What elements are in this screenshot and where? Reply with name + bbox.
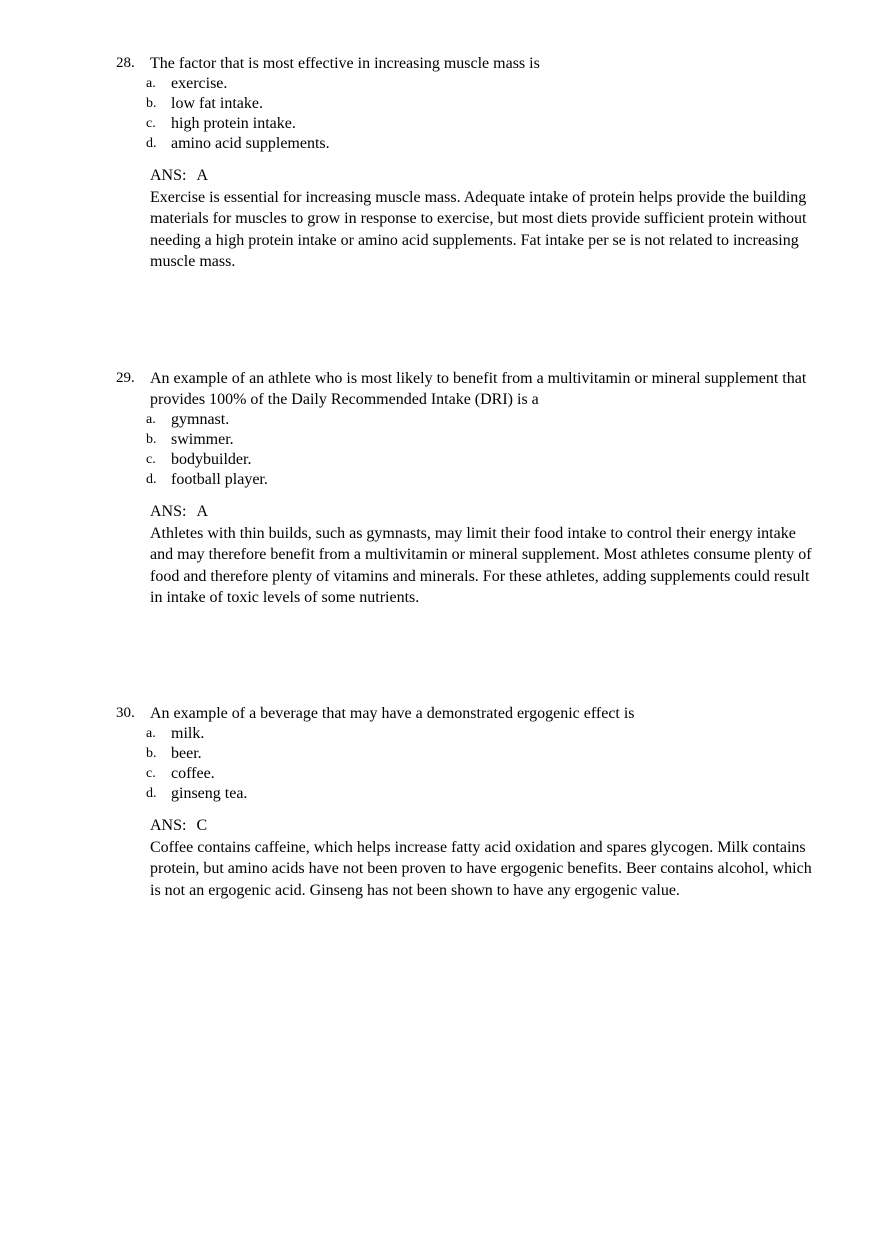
choice-letter: d. <box>146 472 157 487</box>
choice-d <box>146 134 816 154</box>
choice-text: exercise. <box>171 75 228 92</box>
choice-d <box>146 784 816 804</box>
answer-label: ANS: <box>150 817 187 834</box>
choice-a <box>146 74 816 94</box>
choice-letter: a. <box>146 76 156 91</box>
choice-text: milk. <box>171 725 205 742</box>
choice-text: amino acid supplements. <box>171 135 330 152</box>
choice-list <box>116 410 816 490</box>
choice-letter: d. <box>146 786 157 801</box>
answer-label: ANS: <box>150 503 187 520</box>
choice-c <box>146 114 816 134</box>
choice-c <box>146 764 816 784</box>
rationale-text: Exercise is essential for increasing muscle mass. Adequate intake of protein helps provide the building materials for muscles to grow in response to exercise, but most diets provide sufficient protein without needing a high protein intake or amino acid supplements. Fat intake per se is not related to increasing muscle mass. <box>150 188 807 270</box>
rationale-text: Athletes with thin builds, such as gymnasts, may limit their food intake to control their energy intake and may therefore benefit from a multivitamin or mineral supplement. Most athletes consume plenty of food and therefore plenty of vitamins and minerals. For these athletes, adding supplements could result in intake of toxic levels of some nutrients. <box>150 524 812 606</box>
answer-key <box>150 501 816 523</box>
answer-block <box>150 815 816 901</box>
choice-letter: c. <box>146 452 156 467</box>
answer-label: ANS: <box>150 167 187 184</box>
choice-b <box>146 94 816 114</box>
question-stem <box>116 53 816 74</box>
answer-key <box>150 815 816 837</box>
choice-letter: a. <box>146 726 156 741</box>
rationale-text: Coffee contains caffeine, which helps increase fatty acid oxidation and spares glycogen. Milk contains protein, but amino acids have not been proven to have ergogenic benefits. Beer contains alcohol, which is not an ergogenic acid. Ginseng has not been shown to have any ergogenic value. <box>150 838 812 899</box>
choice-a <box>146 724 816 744</box>
choice-letter: d. <box>146 136 157 151</box>
question-28 <box>116 53 816 273</box>
choice-b <box>146 430 816 450</box>
choice-c <box>146 450 816 470</box>
choice-text: ginseng tea. <box>171 785 248 802</box>
question-number: 28. <box>116 55 135 71</box>
question-text: An example of an athlete who is most likely to benefit from a multivitamin or mineral supplement that provides 100% of the Daily Recommended Intake (DRI) is a <box>150 370 807 408</box>
choice-text: low fat intake. <box>171 95 263 112</box>
question-30 <box>116 703 816 901</box>
question-29 <box>116 368 816 609</box>
choice-letter: a. <box>146 412 156 427</box>
answer-value: C <box>196 817 208 834</box>
choice-text: swimmer. <box>171 431 234 448</box>
choice-d <box>146 470 816 490</box>
choice-text: gymnast. <box>171 411 230 428</box>
choice-text: bodybuilder. <box>171 451 252 468</box>
choice-list <box>116 74 816 154</box>
question-text: An example of a beverage that may have a demonstrated ergogenic effect is <box>150 705 635 722</box>
answer-value: A <box>196 167 209 184</box>
choice-list <box>116 724 816 804</box>
choice-letter: b. <box>146 746 157 761</box>
choice-letter: b. <box>146 432 157 447</box>
choice-letter: c. <box>146 766 156 781</box>
question-number: 30. <box>116 705 135 721</box>
answer-key <box>150 165 816 187</box>
question-number: 29. <box>116 370 135 386</box>
answer-value: A <box>196 503 209 520</box>
choice-letter: b. <box>146 96 157 111</box>
choice-text: beer. <box>171 745 202 762</box>
question-stem <box>116 703 816 724</box>
choice-a <box>146 410 816 430</box>
answer-block <box>150 501 816 609</box>
choice-text: football player. <box>171 471 268 488</box>
choice-b <box>146 744 816 764</box>
answer-block <box>150 165 816 273</box>
question-text: The factor that is most effective in increasing muscle mass is <box>150 55 540 72</box>
choice-text: coffee. <box>171 765 215 782</box>
choice-text: high protein intake. <box>171 115 296 132</box>
question-stem <box>116 368 816 410</box>
choice-letter: c. <box>146 116 156 131</box>
